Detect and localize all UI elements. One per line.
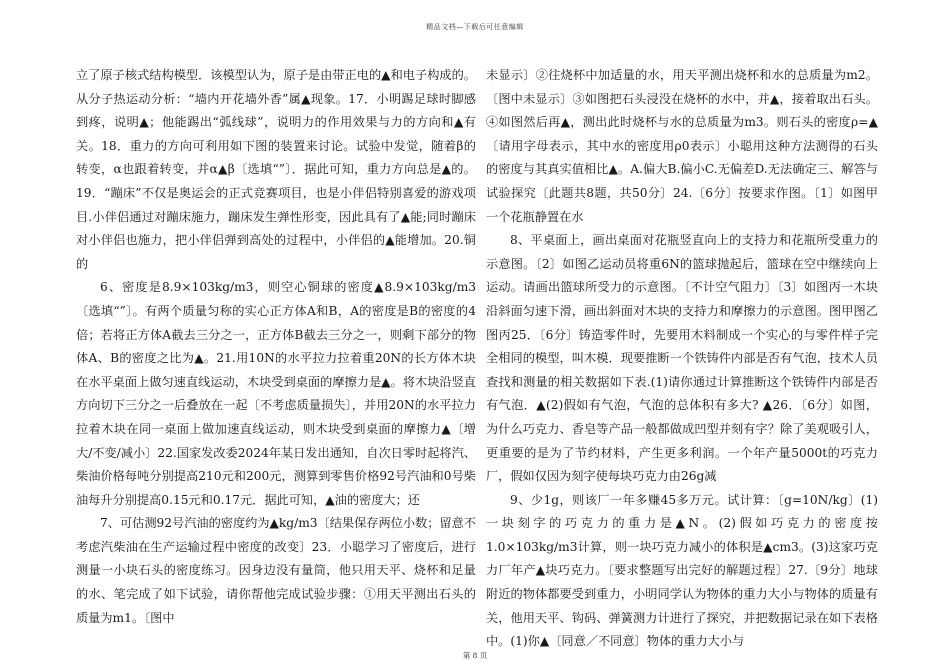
paragraph: 7、可估测92号汽油的密度约为▲kg/m3〔结果保存两位小数；留意不考虑汽柴油在生产运输过程中密度的改变〕23．小聪学习了密度后，进行测量一小块石头的密度练习。因身边没有量筒，他只用天平、烧杯和足量的水、笔完成了如下试验，请你帮他完成试验步骤：①用天平测出石头的质量为m1。〔图中	[76, 516, 476, 625]
paragraph: 立了原子核式结构模型．该模型认为，原子是由带正电的▲和电子构成的。从分子热运动分析：“墙内开花墙外香”属▲现象。17．小明踢足球时脚感到疼，说明▲；他能踢出“弧线球”，说明力的作用效果与力的方向和▲有关。18．重力的方向可利用如下图的装置来讨论。试验中发觉，随着β的转变，α也跟着转变，并α▲β〔选填“”〕．据此可知，重力方向总是▲的。19．“蹦床”不仅是奥运会的正式竞赛项目，也是小伴侣特别喜爱的游戏项目.小伴侣通过对蹦床施力，蹦床发生弹性形变，因此具有了▲能;同时蹦床对小伴侣也施力，把小伴侣弹到高处的过程中，小伴侣的▲能增加。20.铜的	[76, 68, 476, 271]
paragraph: 8、平桌面上，画出桌面对花瓶竖直向上的支持力和花瓶所受重力的示意图。〔2〕如图乙运动员将重6N的篮球抛起后，篮球在空中继续向上运动。请画出篮球所受力的示意图。〔不计空气阻力〕〔3〕如图丙一木块沿斜面匀速下滑，画出斜面对木块的支持力和摩擦力的示意图。图甲图乙图丙25．〔6分〕铸造零件时，先要用木料制成一个实心的与零件样子完全相同的模型，叫木模．现要推断一个铁铸件内部是否有气泡，技术人员查找和测量的相关数据如下表.(1)请你通过计算推断这个铁铸件内部是否有气泡．▲(2)假如有气泡，气泡的总体积有多大? ▲26．〔6分〕如图，为什么巧克力、香皂等产品一般都做成凹型并刻有字？除了美观吸引人，更重要的是为了节约材料，产生更多利润。一个年产量5000t的巧克力厂，假如仅因为刻字使每块巧克力由26g减	[486, 233, 878, 484]
left-column	[76, 64, 476, 630]
right-column	[486, 64, 878, 654]
page-header: 精品文档—下载后可任意编辑	[426, 23, 524, 31]
paragraph: 6、密度是8.9×103kg/m3，则空心铜球的密度▲8.9×103kg/m3〔选填“”〕。有两个质量匀称的实心正方体A和B，A的密度是B的密度的4倍；若将正方体A截去三分之一，正方体B截去三分之一，则剩下部分的物体A、B的密度之比为▲。21.用10N的水平拉力拉着重20N的长方体木块在水平桌面上做匀速直线运动，木块受到桌面的摩擦力是▲。将木块沿竖直方向切下三分之一后叠放在一起〔不考虑质量损失〕，并用20N的水平拉力拉着木块在同一桌面上做加速直线运动，则木块受到桌面的摩擦力▲〔增大/不变/减小〕22.国家发改委2024年某日发出通知，自次日零时起将汽、柴油价格每吨分别提高210元和200元，测算到零售价格92号汽油和0号柴油每升分别提高0.15元和0.17元．据此可知，▲油的密度大；还	[76, 280, 476, 507]
page-number: 第 8 页	[462, 651, 488, 660]
paragraph: 未显示〕②往烧杯中加适量的水，用天平测出烧杯和水的总质量为m2。〔图中未显示〕③如图把石头浸没在烧杯的水中，并▲，接着取出石头。④如图然后再▲，测出此时烧杯与水的总质量为m3。则石头的密度ρ=▲〔请用字母表示，其中水的密度用ρ0表示〕小聪用这种方法测得的石头的密度与其真实值相比▲。A.偏大B.偏小C.无偏差D.无法确定三、解答与试验探究〔此题共8题，共50分〕24.〔6分〕按要求作图。〔1〕如图甲一个花瓶静置在水	[486, 68, 878, 224]
paragraph: 9、少1g，则该厂一年多赚45多万元。试计算：〔g=10N/kg〕(1)一块刻字的巧克力的重力是▲N。(2)假如巧克力的密度按1.0×103kg/m3计算，则一块巧克力减小的体积是▲cm3。(3)这家巧克力厂年产▲块巧克力。〔要求整题写出完好的解题过程〕27.〔9分〕地球附近的物体都要受到重力，小明同学认为物体的重力大小与物体的质量有关，他用天平、钩码、弹簧测力计进行了探究，并把数据记录在如下表格中。(1)你▲〔同意／不同意〕物体的重力大小与	[486, 492, 878, 649]
